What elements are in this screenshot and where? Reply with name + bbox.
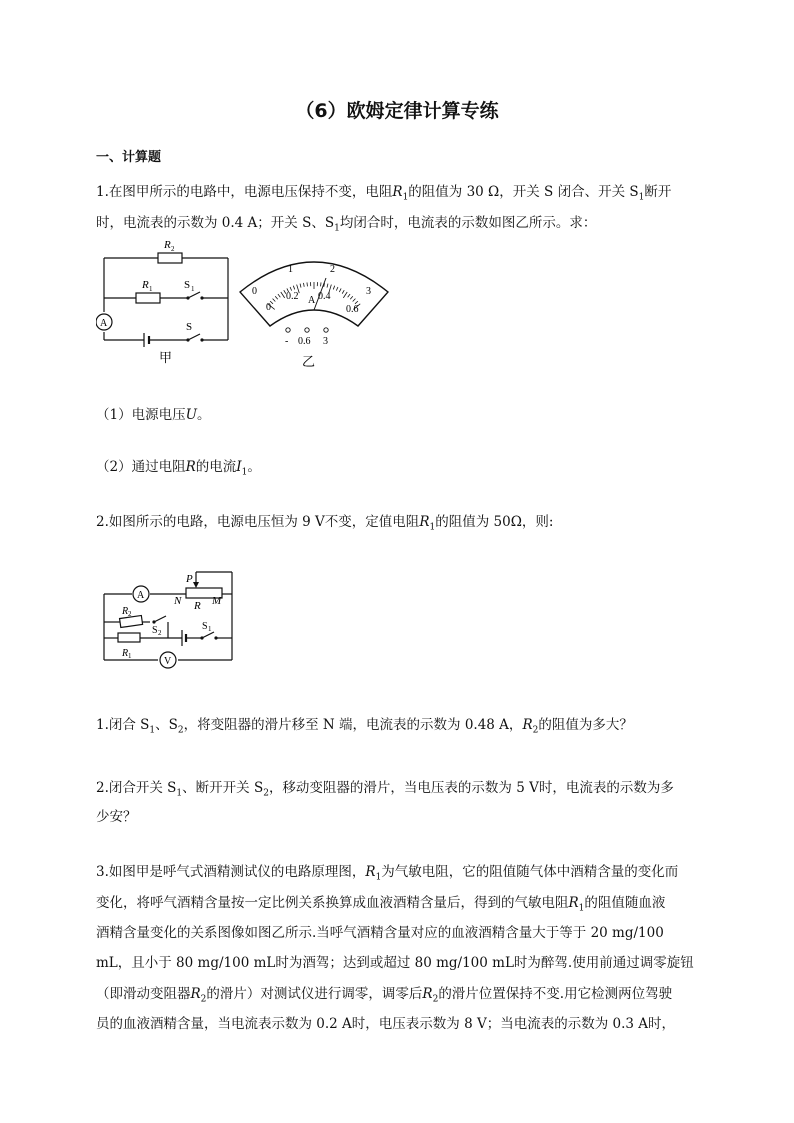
q2-sub-1: 1.闭合 $S_1$、$S_2$，将变阻器的滑片移至 N 端，电流表的示数为 0.48 A，$R_2$的阻值为多大？	[96, 717, 633, 736]
q2-r2-sub: 2	[128, 610, 132, 618]
page-title: （6）欧姆定律计算专练	[295, 100, 499, 122]
fig-jia-caption: 甲	[159, 350, 173, 365]
q1-sub-2: （2）通过电阻R的电流$I_1$。	[96, 459, 261, 478]
q2-ammeter-label: A	[137, 590, 145, 601]
s-label: S	[186, 321, 193, 333]
fig-yi-caption: 乙	[302, 354, 316, 369]
q2-s2-sub: 2	[158, 629, 162, 637]
r1-sub: 1	[149, 285, 153, 293]
q2-s2-label: S	[152, 625, 158, 636]
q1-ammeter-dial	[236, 250, 392, 374]
dial-unit: A	[308, 295, 316, 306]
q2-r1-sub: 1	[128, 652, 132, 660]
r2-sub: 2	[171, 245, 175, 253]
q2-s1-label: S	[202, 621, 208, 632]
q1-circuit-figure	[96, 236, 236, 372]
q2-voltmeter-label: V	[164, 656, 172, 667]
q3-line-6: 员的血液酒精含量，当电流表示数为 0.2 A时，电压表示数为 8 V；当电流表的示数为 0.3 A时，	[96, 1016, 676, 1032]
terminal-minus: -	[285, 336, 289, 347]
r1-label: R	[142, 279, 149, 291]
q2-sub-2-line-1: 2.闭合开关 $S_1$、断开开关 $S_2$，移动变阻器的滑片，当电压表的示数为 5 V时，电流表的示数为多	[96, 780, 674, 799]
slider-p-label: P	[186, 573, 193, 585]
q3-line-1: 3.如图甲是呼气式酒精测试仪的电路原理图，$R_1$为气敏电阻，它的阻值随气体中酒精含量的变化而	[96, 864, 679, 883]
q3-line-2: 变化，将呼气酒精含量按一定比例关系换算成血液酒精含量后，得到的气敏电阻$R_1$的阻值随血液	[96, 895, 666, 914]
upper-tick-0: 0	[252, 286, 257, 297]
q2-sub-2-line-2: 少安？	[96, 809, 137, 825]
s1-sub: 1	[191, 285, 195, 293]
lower-tick-1: 0.2	[286, 291, 299, 302]
q2-s1-sub: 1	[208, 625, 212, 633]
ammeter-label: A	[100, 318, 108, 329]
q3-line-5: （即滑动变阻器$R_2$的滑片）对测试仪进行调零，调零后$R_2$的滑片位置保持不变.用它检测两位驾驶	[96, 986, 673, 1005]
q1-line-1: 1.在图甲所示的电路中，电源电压保持不变，电阻$R_1$的阻值为 30 Ω，开关 S 闭合、开关 $S_1$断开	[96, 184, 672, 203]
section-heading: 一、计算题	[96, 150, 162, 165]
end-n-label: N	[174, 595, 182, 607]
q1-line-2: 时，电流表的示数为 0.4 A；开关 S、$S_1$均闭合时，电流表的示数如图乙所示。求：	[96, 215, 597, 234]
q2-circuit-figure	[100, 566, 240, 670]
q2-r2-label: R	[122, 606, 129, 617]
terminal-3: 3	[323, 336, 328, 347]
s1-label: S	[184, 279, 191, 291]
rheostat-r-label: R	[194, 600, 201, 612]
lower-tick-3: 0.6	[346, 304, 359, 315]
upper-tick-2: 2	[330, 264, 335, 275]
upper-tick-3: 3	[366, 286, 371, 297]
lower-tick-2: 0.4	[318, 291, 331, 302]
lower-tick-0: 0	[266, 302, 271, 313]
q3-line-3: 酒精含量变化的关系图像如图乙所示.当呼气酒精含量对应的血液酒精含量大于等于 20 mg/100	[96, 925, 664, 941]
r2-label: R	[164, 239, 171, 251]
terminal-06: 0.6	[298, 336, 311, 347]
upper-tick-1: 1	[288, 264, 293, 275]
q1-sub-1: （1）电源电压U。	[96, 407, 211, 423]
q2-r1-label: R	[122, 648, 129, 659]
q2-intro: 2.如图所示的电路，电源电压恒为 9 V不变，定值电阻$R_1$的阻值为 50Ω，则:	[96, 514, 554, 533]
q3-line-4: mL，且小于 80 mg/100 mL时为酒驾；达到或超过 80 mg/100 mL时为醉驾.使用前通过调零旋钮	[96, 955, 694, 971]
end-m-label: M	[212, 595, 222, 607]
